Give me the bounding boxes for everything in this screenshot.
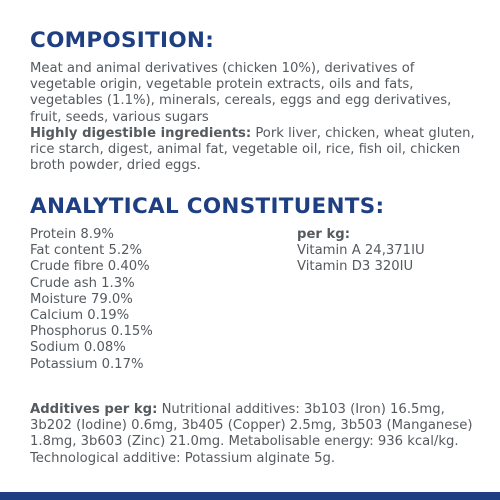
additives-text bbox=[30, 402, 475, 467]
composition-heading: COMPOSITION: bbox=[30, 28, 215, 53]
constituent-item: Moisture 79.0% bbox=[30, 291, 133, 307]
digestible-ingredients-label: Highly digestible ingredients: bbox=[30, 125, 252, 141]
constituent-item: Crude ash 1.3% bbox=[30, 275, 135, 291]
per-kg-label: per kg: bbox=[297, 227, 350, 242]
constituent-item: Crude fibre 0.40% bbox=[30, 259, 150, 275]
constituent-item: Potassium 0.17% bbox=[30, 356, 144, 372]
vitamin-item: Vitamin D3 320IU bbox=[297, 259, 414, 275]
vitamin-item: Vitamin A 24,371IU bbox=[297, 243, 425, 259]
additives-details: Nutritional additives: 3b103 (Iron) 16.5mg, 3b202 (Iodine) 0.6mg, 3b405 (Copper) 2.5mg, 3b503 (Manganese) 1.8mg, 3b603 (Zinc) 21.0mg. Metabolisable energy: 936 kcal/kg. Technological additive: Potassium alginate 5g. bbox=[30, 402, 473, 466]
vitamins-list bbox=[297, 227, 425, 276]
constituent-item: Calcium 0.19% bbox=[30, 308, 130, 324]
constituent-item: Fat content 5.2% bbox=[30, 243, 143, 259]
composition-text bbox=[30, 61, 475, 174]
bottom-bar bbox=[0, 492, 500, 500]
constituent-item: Protein 8.9% bbox=[30, 227, 114, 242]
additives-label: Additives per kg: bbox=[30, 402, 158, 417]
constituent-item: Sodium 0.08% bbox=[30, 340, 126, 356]
composition-ingredients: Meat and animal derivatives (chicken 10%), derivatives of vegetable origin, vegetable protein extracts, oils and fats, vegetables (1.1%), minerals, cereals, eggs and egg derivatives, fruit, seeds, various sugars bbox=[30, 61, 452, 125]
constituents-list bbox=[30, 227, 153, 373]
digestible-ingredients-text: Pork liver, chicken, wheat gluten, rice starch, digest, animal fat, vegetable oil, rice, fish oil, chicken broth powder, dried eggs. bbox=[30, 125, 475, 174]
constituent-item: Phosphorus 0.15% bbox=[30, 324, 153, 340]
analytical-constituents-heading: ANALYTICAL CONSTITUENTS: bbox=[30, 194, 385, 219]
